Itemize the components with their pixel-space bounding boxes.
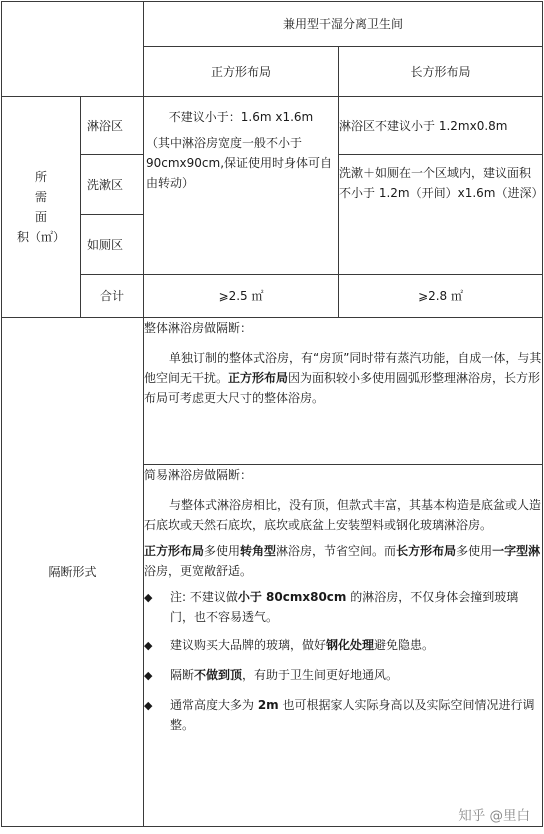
total-label: 合计 [81, 275, 144, 318]
s2-bold-4: 一字型淋 [492, 544, 541, 558]
square-area-cell [144, 97, 339, 275]
diamond-bullet-icon: ◆ [144, 699, 153, 712]
b4-c: 也可根据家人实际身高以及实际空间情况进行调整。 [170, 698, 535, 732]
s2-bold-3: 长方形布局 [396, 544, 457, 558]
section-2-paragraph-1: 与整体式淋浴房相比，没有顶，但款式丰富，其基本构造是底盆或人造石底坎或天然石底坎，底坎或底盆上安装塑料或钢化玻璃淋浴房。 [144, 498, 542, 532]
square-area-main: 不建议小于：1.6m x1.6m [168, 110, 314, 124]
section-integrated [144, 318, 543, 465]
s2-bold-2: 转角型 [240, 544, 277, 558]
b4-b: 2m [257, 698, 279, 712]
diamond-bullet-icon: ◆ [144, 669, 153, 682]
s2-text-1: 多使用 [204, 544, 241, 558]
square-area-note: （其中淋浴房宽度一般不小于 90cmx90cm,保证使用时身体可自由转动） [146, 136, 333, 190]
zone-shower: 淋浴区 [81, 97, 144, 155]
b3-c: ，有助于卫生间更好地通风。 [242, 668, 399, 682]
b2-c: 避免隐患。 [374, 638, 435, 652]
section-1-paragraph [144, 348, 542, 408]
b3-a: 隔断 [170, 668, 195, 682]
b2-b: 钢化处理 [326, 638, 375, 652]
table-title: 兼用型干湿分离卫生间 [144, 2, 543, 47]
b1-d: 的淋浴房，不仅身体会撞到玻璃门，也不容易透气。 [170, 590, 519, 624]
b1-c: 80cmx80cm [261, 590, 347, 604]
section-2-paragraph-2 [144, 541, 542, 581]
bullet-item-1 [144, 587, 542, 627]
b1-b: 小于 [237, 590, 262, 604]
zone-wash: 洗漱区 [81, 155, 144, 215]
section-1-title: 整体淋浴房做隔断： [144, 321, 253, 335]
rect-layout-header: 长方形布局 [339, 47, 543, 97]
partition-label: 隔断形式 [2, 318, 144, 827]
b1-a: 注: 不建议做 [170, 590, 238, 604]
b3-b: 不做到顶 [194, 668, 243, 682]
section-2-title: 简易淋浴房做隔断： [144, 468, 253, 482]
bullet-item-2 [144, 635, 542, 657]
area-label-char-3: 面 [34, 210, 47, 224]
b4-a: 通常高度大多为 [170, 698, 258, 712]
total-rect: ⩾2.8 ㎡ [339, 275, 543, 318]
bullet-4-text [170, 695, 542, 735]
s2-text-3: 多使用 [456, 544, 493, 558]
rect-shower-area: 淋浴区不建议小于 1.2mx0.8m [339, 97, 543, 155]
section-1-tail: 因为面积较小多使用圆弧形整理淋浴房，长方形布局可考虑更大尺寸的整体浴房。 [144, 371, 541, 405]
b2-a: 建议购买大品牌的玻璃，做好 [170, 638, 327, 652]
corner-cell [2, 2, 144, 97]
section-1-bold: 正方形布局 [228, 371, 289, 385]
bullet-item-4 [144, 695, 542, 735]
bullet-1-text [170, 587, 542, 627]
square-layout-header: 正方形布局 [144, 47, 339, 97]
total-square: ⩾2.5 ㎡ [144, 275, 339, 318]
rect-wash-area: 洗漱＋如厕在一个区域内，建议面积不小于 1.2m（开间）x1.6m（进深） [339, 155, 543, 275]
area-label [2, 97, 81, 318]
s2-text-2: 淋浴房，节省空间。而 [276, 544, 397, 558]
s2-bold-1: 正方形布局 [144, 544, 205, 558]
section-simple [144, 465, 543, 827]
comparison-table [1, 1, 543, 827]
diamond-bullet-icon: ◆ [144, 639, 153, 652]
area-label-char-4: 积（㎡） [16, 230, 65, 244]
area-label-char-2: 需 [34, 190, 47, 204]
bullet-2-text [170, 635, 542, 657]
zone-toilet: 如厕区 [81, 215, 144, 275]
bullet-item-3 [144, 665, 542, 687]
watermark: 知乎 @里白 [458, 808, 530, 824]
bullet-3-text [170, 665, 542, 687]
s2-text-4: 浴房，更宽敞舒适。 [144, 564, 253, 578]
section-1-text: 单独订制的整体式浴房，有“房顶”同时带有蒸汽功能，自成一体，与其他空间无干扰。 [144, 351, 542, 385]
area-label-char-1: 所 [34, 170, 47, 184]
diamond-bullet-icon: ◆ [144, 591, 153, 604]
